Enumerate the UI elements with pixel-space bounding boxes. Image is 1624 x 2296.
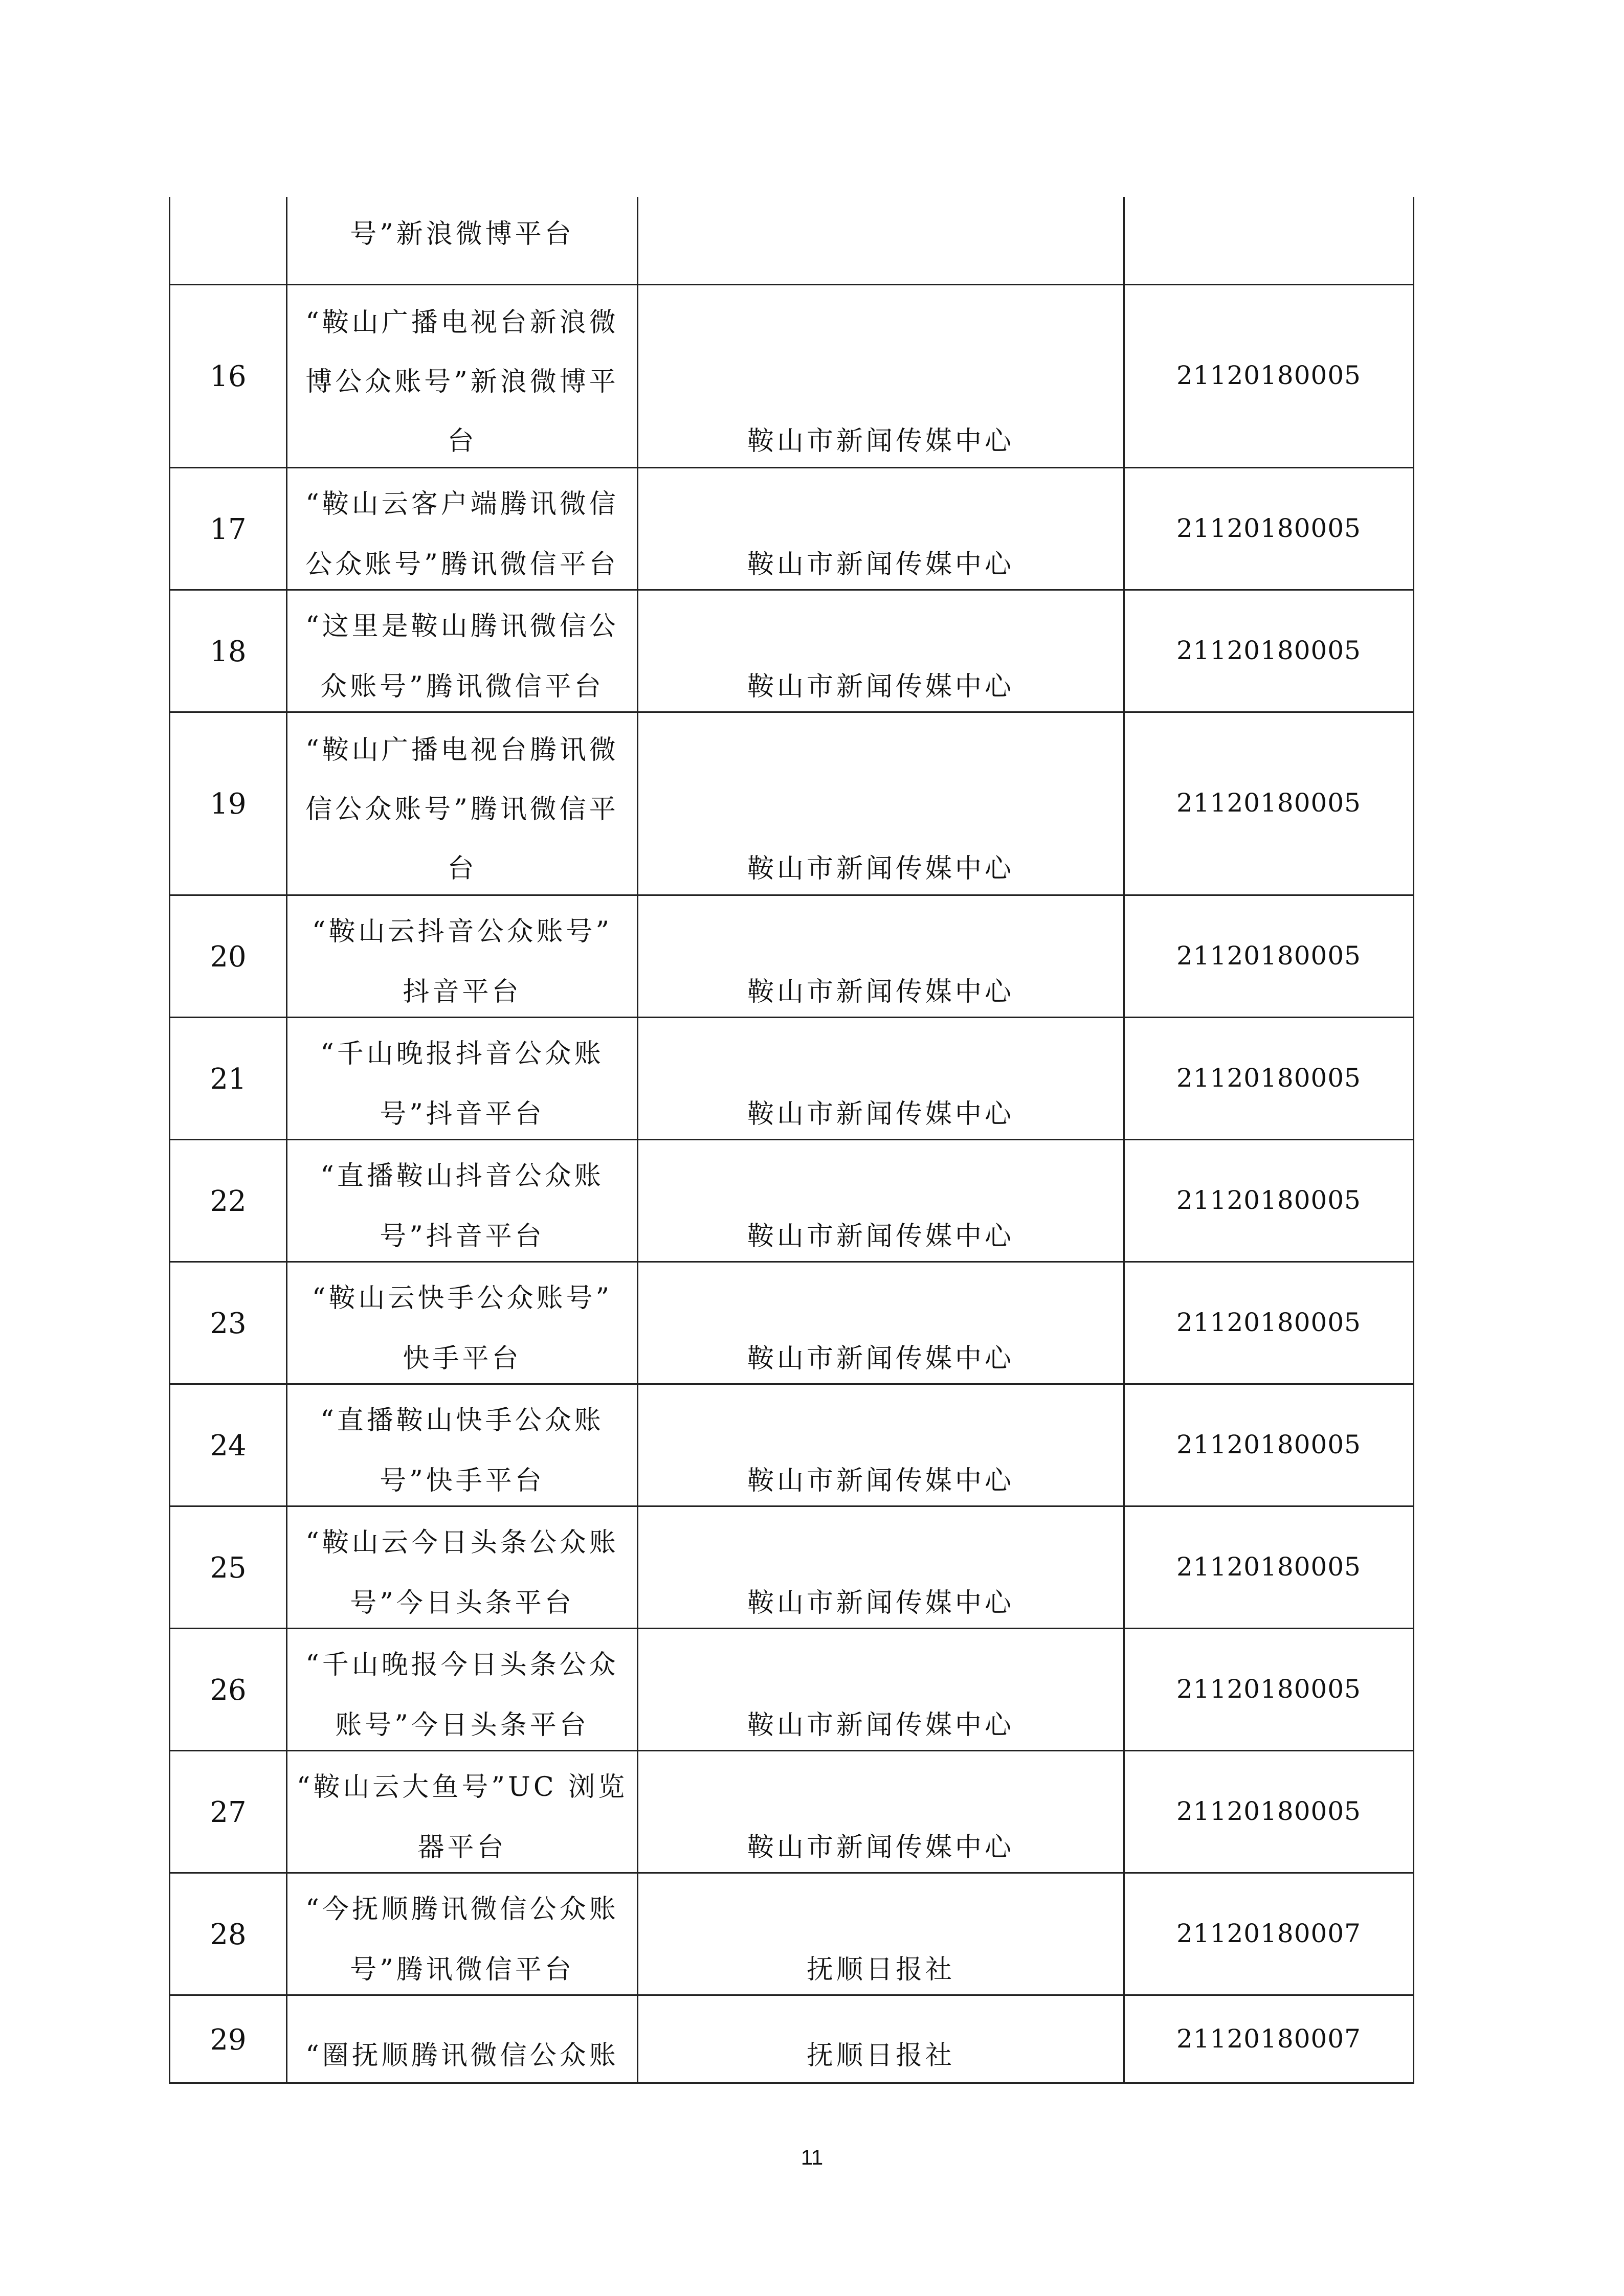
organization-cell: 鞍山市新闻传媒中心 (747, 977, 1014, 1007)
account-name-line: 号”抖音平台 (380, 1221, 545, 1252)
account-name-line: “鞍山广播电视台腾讯微 (305, 735, 619, 766)
account-name-line: “鞍山云客户端腾讯微信 (305, 489, 619, 520)
license-code-cell: 21120180005 (1176, 1063, 1361, 1093)
account-name-cell (287, 467, 637, 589)
account-name-line: “鞍山云今日头条公众账 (305, 1527, 619, 1558)
account-name-line: 器平台 (417, 1832, 507, 1863)
row-number: 16 (210, 360, 247, 393)
account-name-line: 信公众账号”腾讯微信平 (305, 794, 619, 825)
account-name-line: 快手平台 (403, 1343, 522, 1374)
organization-cell: 鞍山市新闻传媒中心 (747, 671, 1014, 702)
license-code-cell: 21120180005 (1176, 1430, 1361, 1459)
account-name-line: 台 (447, 426, 477, 457)
license-code-cell: 21120180005 (1176, 1308, 1361, 1337)
account-name-cell (287, 1261, 637, 1383)
row-number: 19 (210, 787, 247, 821)
account-name-line: “直播鞍山抖音公众账 (320, 1161, 604, 1191)
account-name-line: 众账号”腾讯微信平台 (320, 671, 604, 702)
organization-cell: 鞍山市新闻传媒中心 (747, 1221, 1014, 1252)
account-name-cell (287, 1383, 637, 1505)
account-name-cell (287, 1872, 637, 1994)
license-code-cell: 21120180005 (1176, 513, 1361, 543)
account-name-line: “鞍山广播电视台新浪微 (305, 307, 619, 338)
row-number: 23 (210, 1307, 247, 1340)
table-bottom-border (169, 2082, 1414, 2084)
account-name-line: “这里是鞍山腾讯微信公 (305, 611, 619, 642)
account-name-line: 抖音平台 (403, 977, 522, 1007)
license-code-cell: 21120180005 (1176, 1674, 1361, 1704)
account-name-line: 号”今日头条平台 (350, 1588, 574, 1618)
row-number: 24 (210, 1429, 247, 1462)
license-code-cell: 21120180005 (1176, 788, 1361, 818)
account-name-cell (287, 284, 637, 467)
organization-cell: 鞍山市新闻传媒中心 (747, 1588, 1014, 1618)
organization-cell: 鞍山市新闻传媒中心 (747, 1832, 1014, 1863)
account-name-cell (287, 589, 637, 711)
account-name-line: 号”快手平台 (380, 1466, 545, 1496)
row-number: 20 (210, 940, 247, 974)
organization-cell: 鞍山市新闻传媒中心 (747, 1466, 1014, 1496)
account-name-cell (287, 1628, 637, 1750)
account-name-cell (287, 1994, 637, 2082)
account-name-line: “鞍山云快手公众账号” (312, 1283, 613, 1314)
account-name-line: “千山晚报抖音公众账 (320, 1039, 604, 1069)
account-name-line: “直播鞍山快手公众账 (320, 1405, 604, 1436)
organization-cell: 鞍山市新闻传媒中心 (747, 1710, 1014, 1741)
account-name-line: 账号”今日头条平台 (335, 1710, 589, 1741)
organization-cell: 鞍山市新闻传媒中心 (747, 549, 1014, 580)
account-name-cell (287, 894, 637, 1017)
license-code-cell: 21120180005 (1176, 941, 1361, 971)
license-code-cell: 21120180005 (1176, 1796, 1361, 1826)
organization-cell: 鞍山市新闻传媒中心 (747, 426, 1014, 457)
account-name-cell (287, 1139, 637, 1261)
account-name-cell (287, 1750, 637, 1872)
license-code-cell: 21120180007 (1176, 1919, 1361, 1948)
license-code-cell: 21120180005 (1176, 1552, 1361, 1582)
license-code-cell: 21120180005 (1176, 636, 1361, 665)
row-number: 28 (210, 1918, 247, 1951)
organization-cell: 鞍山市新闻传媒中心 (747, 1099, 1014, 1130)
account-name-line: 号”腾讯微信平台 (350, 1954, 574, 1985)
account-name-line: 公众账号”腾讯微信平台 (305, 549, 619, 580)
row-number: 21 (210, 1063, 247, 1096)
account-name-line: “鞍山云大鱼号”UC 浏览 (296, 1772, 628, 1803)
license-code-cell: 21120180005 (1176, 1185, 1361, 1215)
account-name-cell (287, 711, 637, 894)
license-code-cell: 21120180007 (1176, 2024, 1361, 2054)
row-number: 18 (210, 635, 247, 668)
page-number: 11 (800, 2145, 824, 2169)
account-name-line: 博公众账号”新浪微博平 (305, 367, 619, 397)
row-number: 25 (210, 1551, 247, 1585)
account-name-cell (287, 1017, 637, 1139)
account-name-line: 台 (447, 853, 477, 884)
account-name-line: “圈抚顺腾讯微信公众账 (305, 2040, 619, 2071)
account-name-cell (287, 1505, 637, 1628)
account-name-line: “鞍山云抖音公众账号” (312, 916, 613, 947)
organization-cell: 抚顺日报社 (806, 1954, 955, 1985)
column-divider (637, 197, 638, 2084)
organization-cell: 抚顺日报社 (806, 2040, 955, 2071)
row-number: 29 (210, 2023, 247, 2057)
account-name-line: 号”抖音平台 (380, 1099, 545, 1130)
row-number: 26 (210, 1674, 247, 1707)
row-number: 22 (210, 1185, 247, 1218)
organization-cell: 鞍山市新闻传媒中心 (747, 1343, 1014, 1374)
account-name-line: “千山晚报今日头条公众 (305, 1650, 619, 1680)
row-number: 17 (210, 513, 247, 546)
organization-cell: 鞍山市新闻传媒中心 (747, 853, 1014, 884)
license-code-cell: 21120180005 (1176, 361, 1361, 390)
account-name-cell (287, 197, 637, 284)
column-divider (1413, 197, 1414, 2084)
account-name-line: “今抚顺腾讯微信公众账 (305, 1894, 619, 1925)
row-number: 27 (210, 1796, 247, 1829)
account-name-line: 号”新浪微博平台 (350, 219, 574, 250)
